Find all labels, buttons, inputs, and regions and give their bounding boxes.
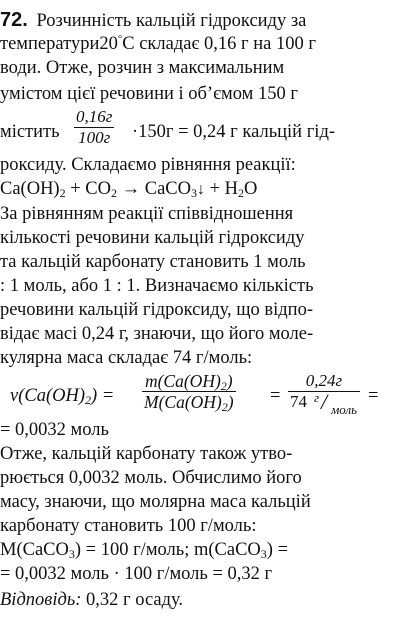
text-line: містить — [0, 122, 60, 142]
problem-number: 72. — [0, 9, 28, 31]
text-line: 72. Розчинність кальцій гідроксиду за — [0, 9, 307, 31]
formula-nu: $\nu(Ca(OH)_2)$ = — [10, 386, 115, 407]
text-line: води. Отже, розчин з максимальним — [0, 58, 285, 78]
fraction-mass-ratio: 0,16г 100г — [76, 107, 113, 147]
fraction-mass-over-molar: $\frac{m(Ca(OH)_2)}{M(Ca(OH)_2)}$ — [144, 371, 234, 414]
text-line: карбонату становить 100 г/моль: — [0, 516, 257, 536]
text-line: та кальцій карбонату становить 1 моль — [0, 252, 306, 272]
text-line: За рівнянням реакції співвідношення — [0, 204, 294, 224]
molar-mass-line: M(CaCO$_3$) = 100 г/моль; m(CaCO$_3$) = — [0, 540, 289, 561]
fraction-numeric: 0,24г 74 г / моль — [288, 371, 360, 416]
degree-sign: ° — [117, 33, 123, 45]
text-line: відає масі 0,24 г, знаючи, що його моле- — [0, 324, 314, 344]
answer-line — [0, 588, 400, 612]
text-line: масу, знаючи, що молярна маса кальцій — [0, 492, 311, 512]
text-line: кулярна маса складає 74 г/моль: — [0, 348, 253, 368]
text-line: Отже, кальцій карбонату також утво- — [0, 444, 293, 464]
text-line: речовини кальцій гідроксиду, що відпо- — [0, 300, 313, 320]
answer-label: Відповідь: — [0, 590, 82, 610]
reaction-equation: $Ca(OH)_2 + CO_2$ → CaCO$_3$↓ + $H_2O$ — [0, 179, 258, 200]
equals-sign: = — [368, 386, 379, 406]
precipitate-arrow-icon: ↓ — [196, 181, 205, 198]
text-line: = 0,0032 моль · 100 г/моль = 0,32 г — [0, 564, 273, 584]
text-line: : 1 моль, або 1 : 1. Визначаємо кількість — [0, 276, 314, 296]
text-line: умістом цієї речовини і об’ємом 150 г — [0, 84, 298, 104]
equals-sign: = — [270, 386, 281, 406]
text-line: ·150г = 0,24 г кальцій гід- — [132, 122, 336, 142]
text-line: кількості речовини кальцій гідроксиду — [0, 228, 305, 248]
text-line: рюється 0,0032 моль. Обчислимо його — [0, 468, 302, 488]
answer-value: 0,32 г осаду. — [86, 590, 184, 610]
text-line: роксиду. Складаємо рівняння реакції: — [0, 155, 296, 175]
text-line: = 0,0032 моль — [0, 420, 109, 440]
temperature-value: 20 — [99, 34, 118, 54]
text-line: температури20°C складає 0,16 г на 100 г — [0, 33, 316, 54]
